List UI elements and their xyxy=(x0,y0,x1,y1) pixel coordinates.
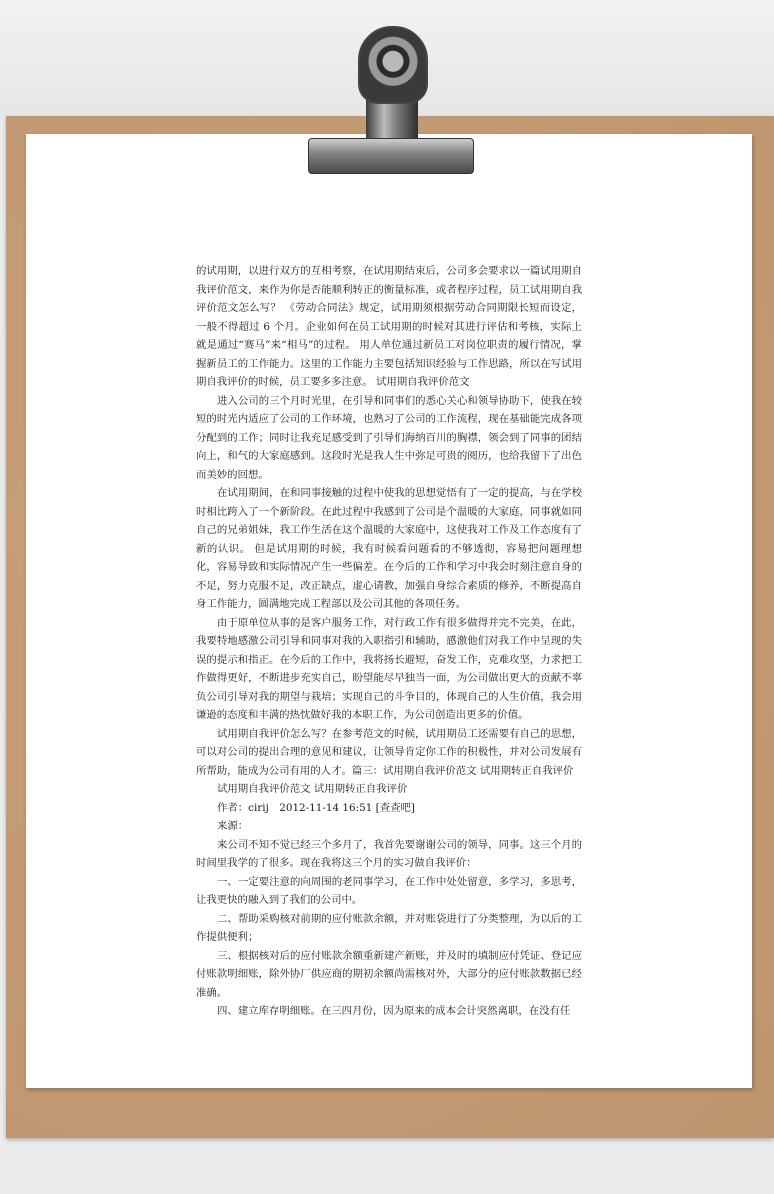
binder-clip-icon xyxy=(306,26,474,176)
paragraph: 的试用期，以进行双方的互相考察，在试用期结束后，公司多会要求以一篇试用期自我评价范文，来作为你是否能顺利转正的衡量标准，或者程序过程，员工试用期自我评价范文怎么写？ 《劳动合同法》规定，试用期须根据劳动合同期限长短而设定，一般不得超过 6 个月。企业如何在员工试用期的时候对其进行评估和考核，实际上就是通过“赛马”来“相马”的过程。 用人单位通过新员工对岗位职责的履行情况，掌握新员工的工作能力。这里的工作能力主要包括知识经验与工作思路，所以在写试用期自我评价的时候，员工要多多注意。 试用期自我评价范文 xyxy=(196,265,582,388)
paragraph: 进入公司的三个月时光里，在引导和同事们的悉心关心和领导协助下，使我在较短的时光内适应了公司的工作环境，也熟习了公司的工作流程，现在基础能完成各项分配到的工作；同时让我充足感受到了引导们海纳百川的胸襟，领会到了同事的团结向上，和气的大家庭感到。这段时光是我人生中弥足可贵的阅历，也给我留下了出色而美妙的回想。 xyxy=(196,394,582,481)
document-body xyxy=(196,262,582,1021)
paragraph: 三、根据核对后的应付账款余额重新建产新账，并及时的填制应付凭证、登记应付账款明细账，除外协厂供应商的期初余额尚需核对外，大部分的应付账款数据已经准确。 xyxy=(196,949,582,999)
paragraph: 来公司不知不觉已经三个多月了，我首先要谢谢公司的领导，同事。这三个月的时间里我学的了很多。现在我将这三个月的实习做自我评价： xyxy=(196,838,582,869)
paragraph: 四、建立库存明细账。在三四月份，因为原来的成本会计突然离职，在没有任 xyxy=(217,1005,571,1017)
paragraph: 由于原单位从事的是客户服务工作，对行政工作有很多做得并完不完美，在此，我要特地感激公司引导和同事对我的入职指引和辅助，感激他们对我工作中呈现的失误的提示和指正。在今后的工作中，我将扬长避短，奋发工作，克难攻坚，力求把工作做得更好，不断进步充实自己，盼望能尽早独当一面，为公司做出更大的贡献不辜负公司引导对我的期望与栽培；实现自己的斗争目的，体现自己的人生价值，我会用谦逊的态度和丰满的热忱做好我的本职工作，为公司创造出更多的价值。 xyxy=(196,616,582,721)
paragraph: 在试用期间，在和同事接触的过程中使我的思想觉悟有了一定的提高，与在学校时相比跨入了一个新阶段。在此过程中我感到了公司是个温暖的大家庭，同事就如同自己的兄弟姐妹，我工作生活在这个温暖的大家庭中，这使我对工作及工作态度有了新的认识。 但是试用期的时候，我有时候看问题看的不够透彻，容易把问题理想化，容易导致和实际情况产生一些偏差。在今后的工作和学习中我会时刻注意自身的不足，努力克服不足，改正缺点，虚心请教，加强自身综合素质的修养，不断提高自身工作能力，圆满地完成工程部以及公司其他的各项任务。 xyxy=(196,487,582,610)
paragraph: 二、帮助采购核对前期的应付账款余额，并对账袋进行了分类整理，为以后的工作提供便利； xyxy=(196,912,582,943)
source-line: 来源： xyxy=(217,820,249,832)
subtitle-line: 试用期自我评价范文 试用期转正自我评价 xyxy=(217,783,408,795)
author-line: 作者：cirij 2012-11-14 16:51 [查查吧] xyxy=(217,801,415,814)
paragraph: 试用期自我评价怎么写？在参考范文的时候，试用期员工还需要有自己的思想，可以对公司的提出合理的意见和建议，让领导肯定你工作的积极性，并对公司发展有所帮助，能成为公司有用的人才。篇三：试用期自我评价范文 试用期转正自我评价 xyxy=(196,727,582,777)
paragraph: 一、一定要注意的向周围的老同事学习，在工作中处处留意，多学习，多思考，让我更快的融入到了我们的公司中。 xyxy=(196,875,582,906)
